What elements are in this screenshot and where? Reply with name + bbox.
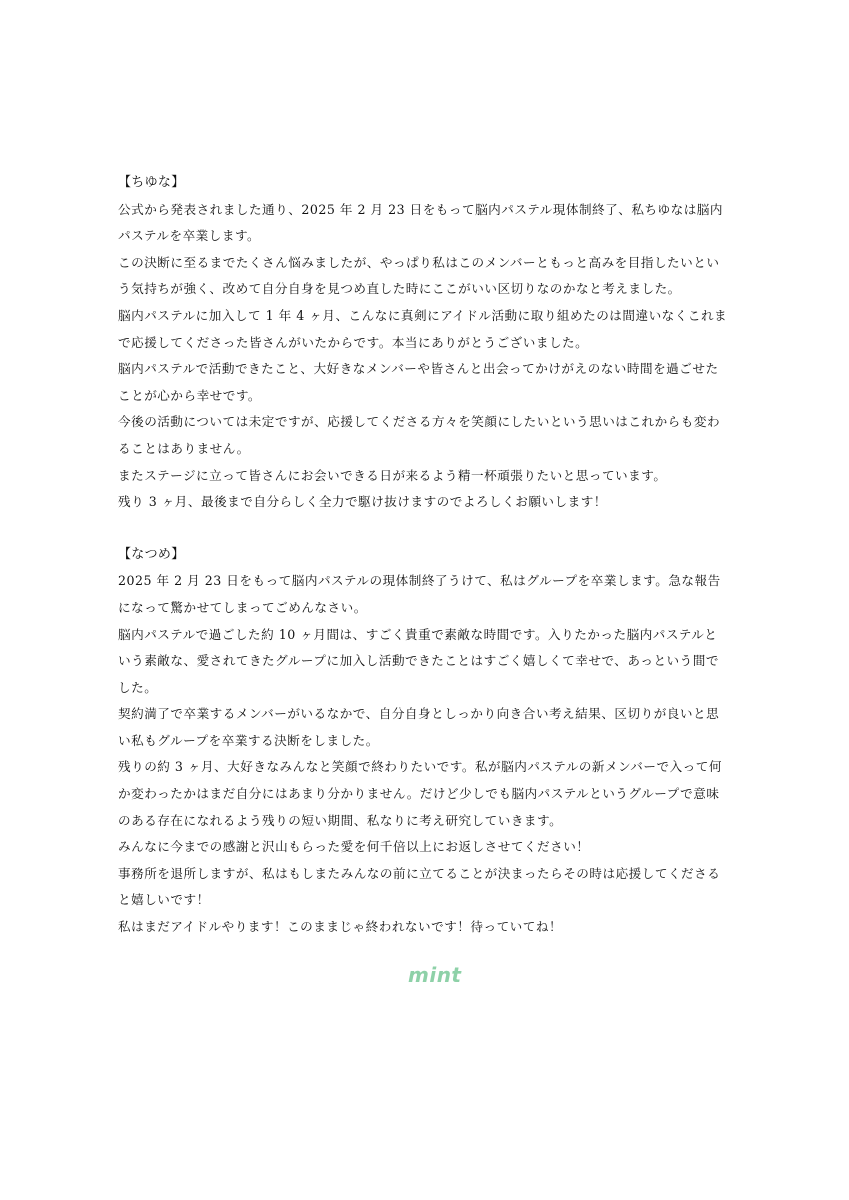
paragraph: 公式から発表されました通り、2025 年 2 月 23 日をもって脳内パステル現体制終了、私ちゆなは脳内パステルを卒業します。 bbox=[118, 201, 723, 244]
section-heading: 【ちゆな】 bbox=[118, 175, 185, 190]
paragraph: 事務所を退所しますが、私はもしまたみんなの前に立てることが決まったらその時は応援してくださると嬉しいです！ bbox=[118, 865, 721, 908]
paragraph: みんなに今までの感謝と沢山もらった愛を何千倍以上にお返しさせてください！ bbox=[118, 839, 590, 855]
paragraph: 2025 年 2 月 23 日をもって脳内パステルの現体制終了うけて、私はグループを卒業します。急な報告になって驚かせてしまってごめんなさい。 bbox=[118, 573, 721, 615]
paragraph: 脳内パステルに加入して 1 年 4 ヶ月、こんなに真剣にアイドル活動に取り組めたのは間違いなくこれまで応援してくださった皆さんがいたからです。本当にありがとうございました。 bbox=[118, 307, 728, 350]
paragraph: 残り 3 ヶ月、最後まで自分らしく全力で駆け抜けますのでよろしくお願いします！ bbox=[118, 494, 607, 510]
statement-document bbox=[118, 170, 730, 941]
paragraph: 残りの約 3 ヶ月、大好きなみんなと笑顔で終わりたいです。私が脳内パステルの新メンバーで入って何か変わったかはまだ自分にはあまり分かりません。だけど少しでも脳内パステルというグループで意味のある存在になれるよう残りの短い期間、私なりに考え研究していきます。 bbox=[118, 759, 722, 828]
paragraph: 私はまだアイドルやります！このままじゃ終われないです！待っていてね！ bbox=[118, 919, 563, 935]
section-heading: 【なつめ】 bbox=[118, 546, 185, 562]
paragraph: 契約満了で卒業するメンバーがいるなかで、自分自身としっかり向き合い考え結果、区切りが良いと思い私もグループを卒業する決断をしました。 bbox=[118, 706, 720, 748]
mint-logo: mint bbox=[408, 963, 462, 987]
paragraph: 脳内パステルで活動できたこと、大好きなメンバーや皆さんと出会ってかけがえのない時間を過ごせたことが心から幸せです。 bbox=[118, 361, 719, 403]
paragraph: またステージに立って皆さんにお会いできる日が来るよう精一杯頑張りたいと思っています。 bbox=[118, 467, 667, 483]
section-chiyuna bbox=[118, 170, 730, 516]
section-natsume bbox=[118, 542, 730, 941]
paragraph: この決断に至るまでたくさん悩みましたが、やっぱり私はこのメンバーともっと高みを目指したいという気持ちが強く、改めて自分自身を見つめ直した時にここがいい区切りなのかなと考えました。 bbox=[118, 254, 720, 297]
paragraph: 今後の活動については未定ですが、応援してくださる方々を笑顔にしたいという思いはこれからも変わることはありません。 bbox=[118, 414, 721, 456]
paragraph: 脳内パステルで過ごした約 10 ヶ月間は、すごく貴重で素敵な時間です。入りたかった脳内パステルという素敵な、愛されてきたグループに加入し活動できたことはすごく嬉しくて幸せで、あっという間でした。 bbox=[118, 626, 719, 695]
